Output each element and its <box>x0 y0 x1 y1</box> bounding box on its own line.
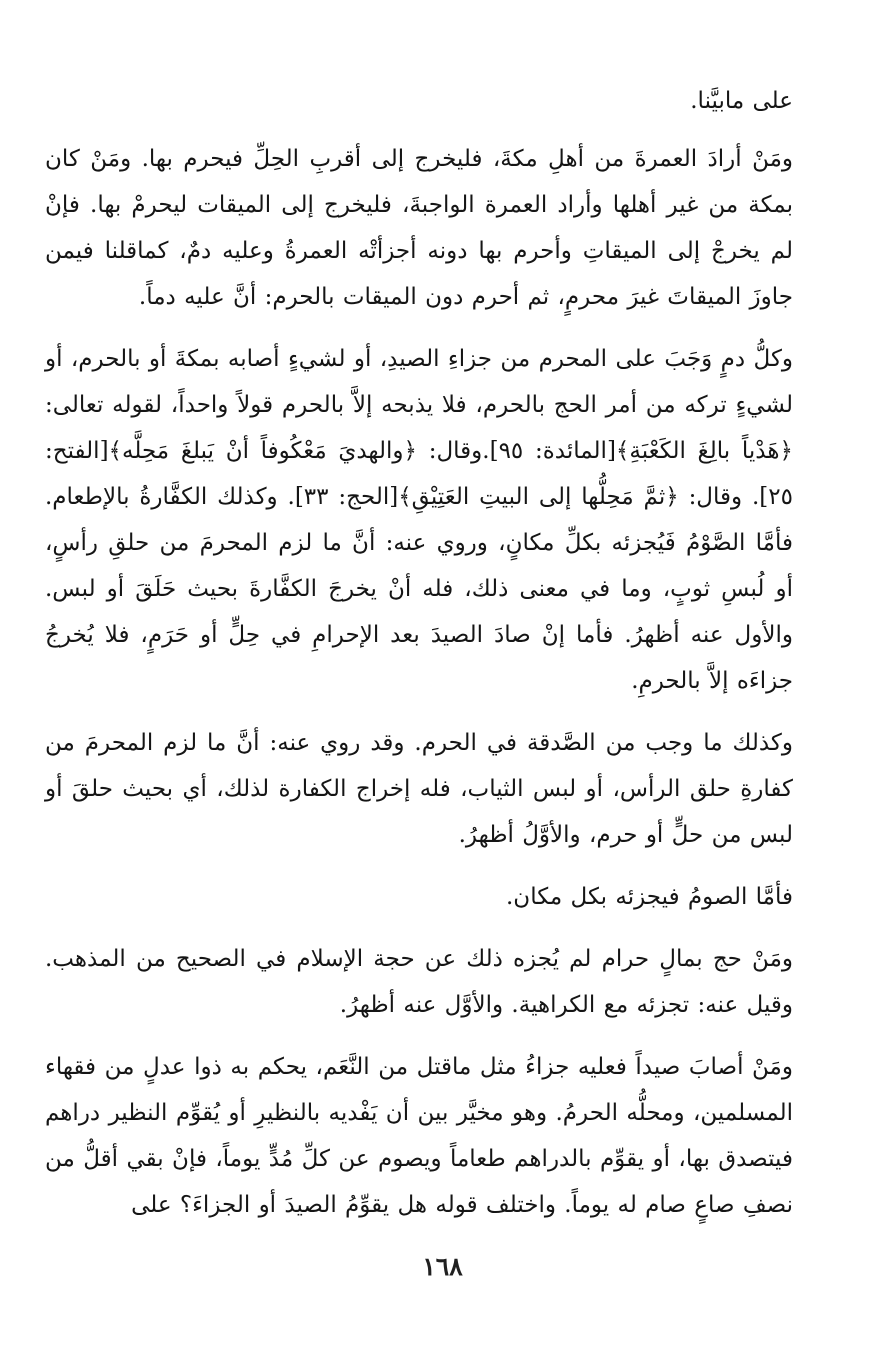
paragraph-charity-in-haram: وكذلك ما وجب من الصَّدقة في الحرم. وقد روي عنه: أنَّ ما لزم المحرمَ من كفارةِ حلق الرأس، أو لبس الثياب، فله إخراج الكفارة لذلك، أي بحيث حلقَ أو لبس من حلٍّ أو حرم، والأوَّلُ أظهرُ. <box>45 730 793 848</box>
paragraph-continuation: على مابيَّنا. <box>690 88 793 114</box>
paragraph-umrah-from-mecca: ومَنْ أرادَ العمرةَ من أهلِ مكةَ، فليخرج إلى أقربِ الحِلِّ فيحرم بها. ومَنْ كان بمكة من غير أهلها وأراد العمرة الواجبةَ، فليخرج إلى الميقات ليحرمْ بها. فإنْ لم يخرجْ إلى الميقاتِ وأحرم بها دونه أجزأتْه العمرةُ وعليه دمٌ، كماقلنا فيمن جاوزَ الميقاتَ غيرَ محرمٍ، ثم أحرم دون الميقات بالحرم: أنَّ عليه دماً. <box>45 146 793 310</box>
paragraph-haram-money-hajj: ومَنْ حج بمالٍ حرام لم يُجزه ذلك عن حجة الإسلام في الصحيح من المذهب. وقيل عنه: تجزئه مع الكراهية. والأوَّل عنه أظهرُ. <box>45 946 793 1018</box>
paragraph-fasting: فأمَّا الصومُ فيجزئه بكل مكان. <box>506 884 793 910</box>
page-number: ١٦٨ <box>422 1252 463 1281</box>
paragraph-blood-sacrifice: وكلُّ دمٍ وَجَبَ على المحرم من جزاءِ الصيدِ، أو لشيءٍ أصابه بمكةَ أو بالحرم، أو لشيءٍ تركه من أمر الحج بالحرم، فلا يذبحه إلاَّ بالحرم قولاً واحداً، لقوله تعالى: ﴿هَدْياً بالِغَ الكَعْبَةِ﴾[المائدة: ٩٥].وقال: ﴿والهديَ مَعْكُوفاً أنْ يَبلغَ مَحِلَّه﴾[الفتح: ٢٥]. وقال: ﴿ثمَّ مَحِلُّها إلى البيتِ العَتِيْقِ﴾[الحج: ٣٣]. وكذلك الكفَّارةُ بالإطعام. فأمَّا الصَّوْمُ فَيُجزئه بكلِّ مكانٍ، وروي عنه: أنَّ ما لزم المحرمَ من حلقِ رأسٍ، أو لُبسِ ثوبٍ، وما في معنى ذلك، فله أنْ يخرجَ الكفَّارةَ بحيث حَلَقَ أو لبس. والأول عنه أظهرُ. فأما إنْ صادَ الصيدَ بعد الإحرامِ في حِلٍّ أو حَرَمٍ، فلا يُخرجُ جزاءَه إلاَّ بالحرمِ. <box>45 346 794 694</box>
paragraph-hunting-penalty: ومَنْ أصابَ صيداً فعليه جزاءُ مثل ماقتل من النَّعَم، يحكم به ذوا عدلٍ من فقهاء المسلمين، ومحلُّه الحرمُ. وهو مخيَّر بين أن يَفْديه بالنظيرِ أو يُقوِّم النظير دراهم فيتصدق بها، أو يقوِّم بالدراهم طعاماً ويصوم عن كلِّ مُدٍّ يوماً، فإنْ بقي أقلُّ من نصفِ صاعٍ صام له يوماً. واختلف قوله هل يقوِّمُ الصيدَ أو الجزاءَ؟ على <box>45 1054 793 1218</box>
book-page-body <box>45 78 793 1244</box>
